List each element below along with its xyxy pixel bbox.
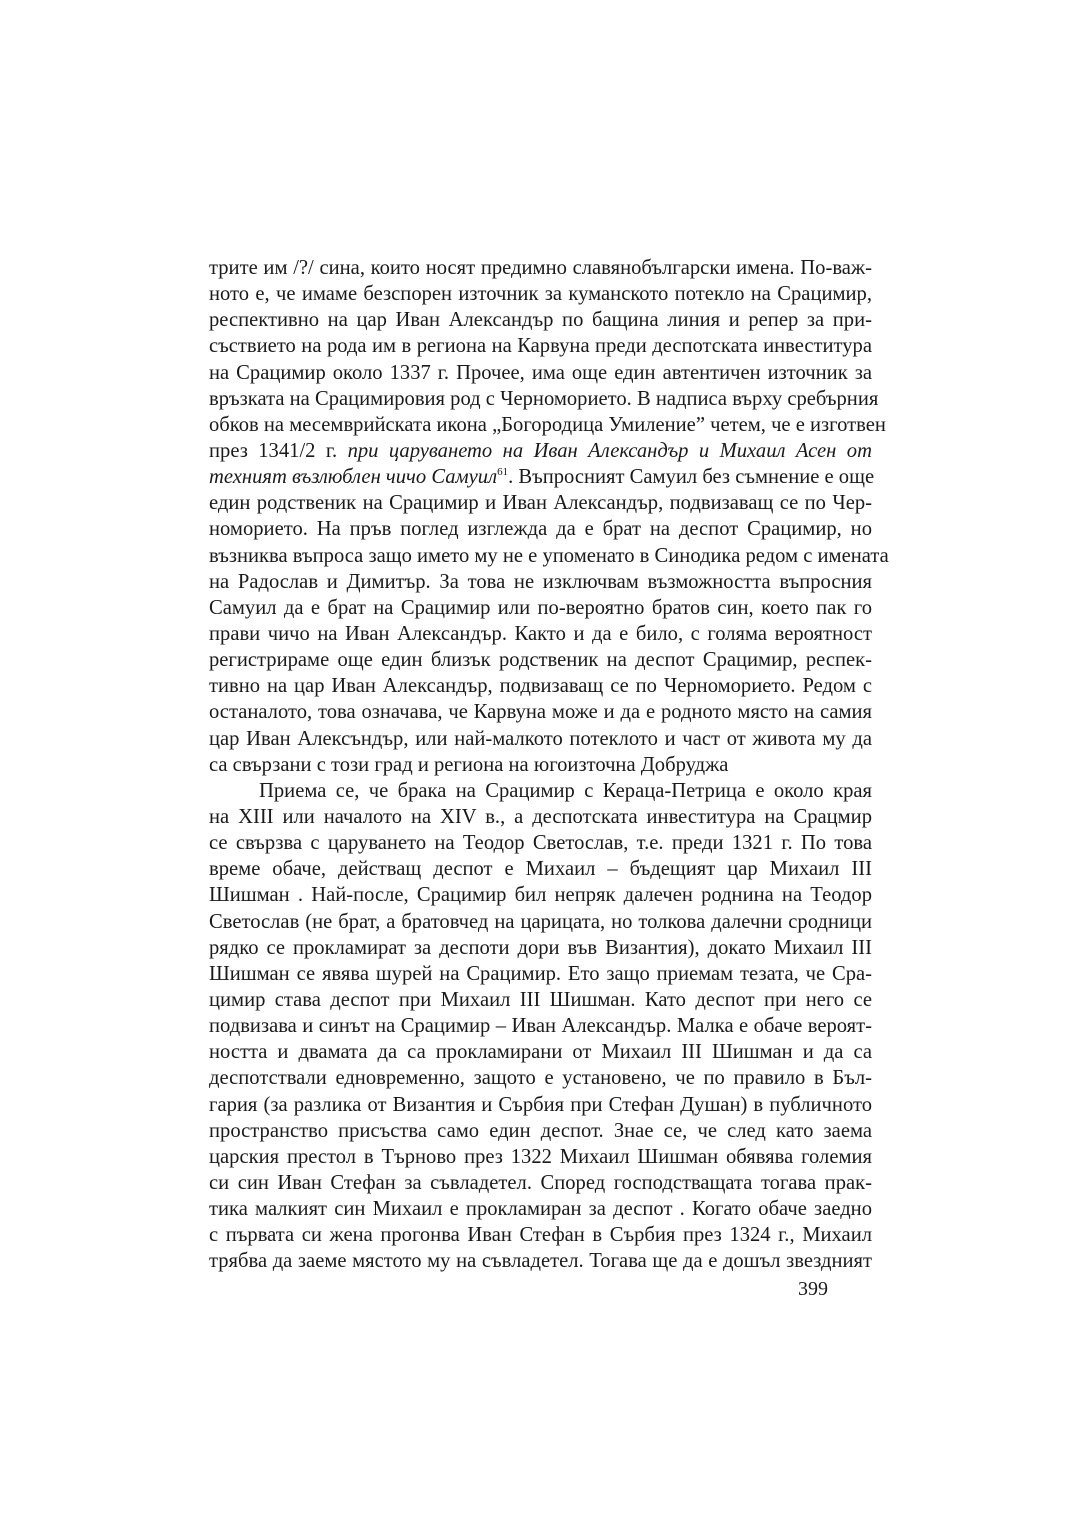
text-line [209,595,872,621]
italic-quote: техният възлюблен чичо Самуил [209,466,498,489]
line-text: трябва да заеме мястото му на съвладетел. Тогава ще да е дошъл звездният [209,1250,872,1273]
line-text: тика малкият син Михаил е прокламиран за деспот . Когато обаче заедно [209,1198,872,1221]
text-line [209,412,886,438]
body-text [209,255,889,1274]
line-text: прави чичо на Иван Александър. Както и да е било, с голяма вероятност [209,622,872,645]
text-line [209,726,872,752]
line-text: с първата си жена прогонва Иван Стефан в Сърбия през 1324 г., Михаил [209,1224,872,1247]
text-line [209,569,872,595]
text-line [209,360,872,386]
line-text: обков на месемврийската икона „Богородица Умиление” четем, че е изготвен [209,413,886,436]
text-line [209,621,872,647]
text-line [209,1248,872,1274]
text-line [209,804,872,830]
line-text: пространство присъства само един деспот. Знае се, че след като заема [209,1119,872,1142]
line-text: Светослав (не брат, а братовчед на царицата, но толкова далечни сродници [209,910,872,933]
line-text: тивно на цар Иван Александър, подвизаващ се по Черноморието. Редом с [209,675,872,698]
text-line [209,647,872,673]
text-line [209,464,875,490]
line-text: един родственик на Срацимир и Иван Александър, подвизаващ се по Чер- [209,492,872,515]
text-line [209,490,872,516]
line-text: Шишман се явява шурей на Срацимир. Ето защо приемам тезата, че Сра- [209,962,872,985]
line-text: цимир става деспот при Михаил III Шишман. Като деспот при него се [209,988,872,1011]
text-line [209,673,872,699]
line-text: ността и двамата да са прокламирани от Михаил III Шишман и да са [209,1041,872,1064]
text-line [209,882,872,908]
text-line [209,1170,872,1196]
line-text: останалото, това означава, че Карвуна може и да е родното място на самия [209,701,872,724]
text-line [209,830,872,856]
line-text: рядко се прокламират за деспоти дори във Византия), докато Михаил III [209,936,872,959]
text-line [209,987,872,1013]
text-line [209,1092,872,1118]
line-text: цар Иван Алексъндър, или най-малкото потеклото и част от живота му да [209,727,872,750]
line-text: време обаче, действащ деспот е Михаил – бъдещият цар Михаил III [209,858,872,881]
text-line [209,1118,872,1144]
text-line [209,856,872,882]
text-line [209,255,872,281]
page-number: 399 [798,1278,828,1300]
text-line [209,1013,872,1039]
line-text: през 1341/2 г. [209,439,348,462]
line-text: съствието на рода им в региона на Карвуна преди деспотската инвеститура [209,335,872,358]
text-line [209,935,872,961]
italic-quote: при царуването на Иван Александър и Михаил Асен от [347,439,872,462]
text-line [209,438,872,464]
line-text: са свързани с този град и региона на югоизточна Добруджа [209,753,729,776]
text-line [209,1144,872,1170]
text-line [209,752,872,778]
text-line [209,281,872,307]
text-line [209,1196,872,1222]
line-text: деспотствали едновременно, защото е установено, че по правило в Бъл- [209,1067,872,1090]
text-line [209,1065,872,1091]
text-line [209,699,872,725]
line-text: царския престол в Търново през 1322 Михаил Шишман обявява големия [209,1145,872,1168]
text-line [209,1039,872,1065]
line-text: трите им /?/ сина, които носят предимно славянобългарски имена. По-важ- [209,257,872,279]
text-line [209,386,879,412]
line-text: подвизава и синът на Срацимир – Иван Александър. Малка е обаче вероят- [209,1015,872,1038]
line-text: възниква въпроса защо името му не е упоменато в Синодика редом с имената [209,544,889,567]
text-line [209,1222,872,1248]
line-text: на Срацимир около 1337 г. Прочее, има още един автентичен източник за [209,361,872,384]
text-line [209,307,872,333]
line-text: Самуил да е брат на Срацимир или по-вероятно братов син, което пак го [209,596,872,619]
line-text: си син Иван Стефан за съвладетел. Според господстващата тогава прак- [209,1171,872,1194]
line-text: на Радослав и Димитър. За това не изключвам възможността въпросния [209,570,872,593]
line-text: регистрираме още един близък родственик на деспот Срацимир, респек- [209,649,872,672]
line-text: се свързва с царуването на Теодор Светослав, т.е. преди 1321 г. По това [209,832,872,855]
line-text: гария (за разлика от Византия и Сърбия при Стефан Душан) в публичното [209,1093,872,1116]
text-line [209,516,872,542]
text-line [209,778,872,804]
text-line [209,543,889,569]
line-text: Приема се, че брака на Срацимир с Кераца-Петрица е около края [259,779,872,802]
line-text: ното е, че имаме безспорен източник за куманското потекло на Срацимир, [209,283,872,306]
footnote-marker: 61 [497,466,509,479]
text-line [209,961,872,987]
line-text: на XIII или началото на XIV в., а деспотската инвеститура на Срацмир [209,805,872,828]
line-text: Шишман . Най-после, Срацимир бил непряк далечен роднина на Теодор [209,884,872,907]
line-text: респективно на цар Иван Александър по бащина линия и репер за при- [209,309,872,332]
line-text: номорието. На пръв поглед изглежда да е брат на деспот Срацимир, но [209,518,872,541]
line-text: . Въпросният Самуил без съмнение е още [508,466,875,489]
line-text: връзката на Срацимировия род с Черноморието. В надписа върху сребърния [209,387,879,410]
text-line [209,909,872,935]
text-line [209,333,872,359]
